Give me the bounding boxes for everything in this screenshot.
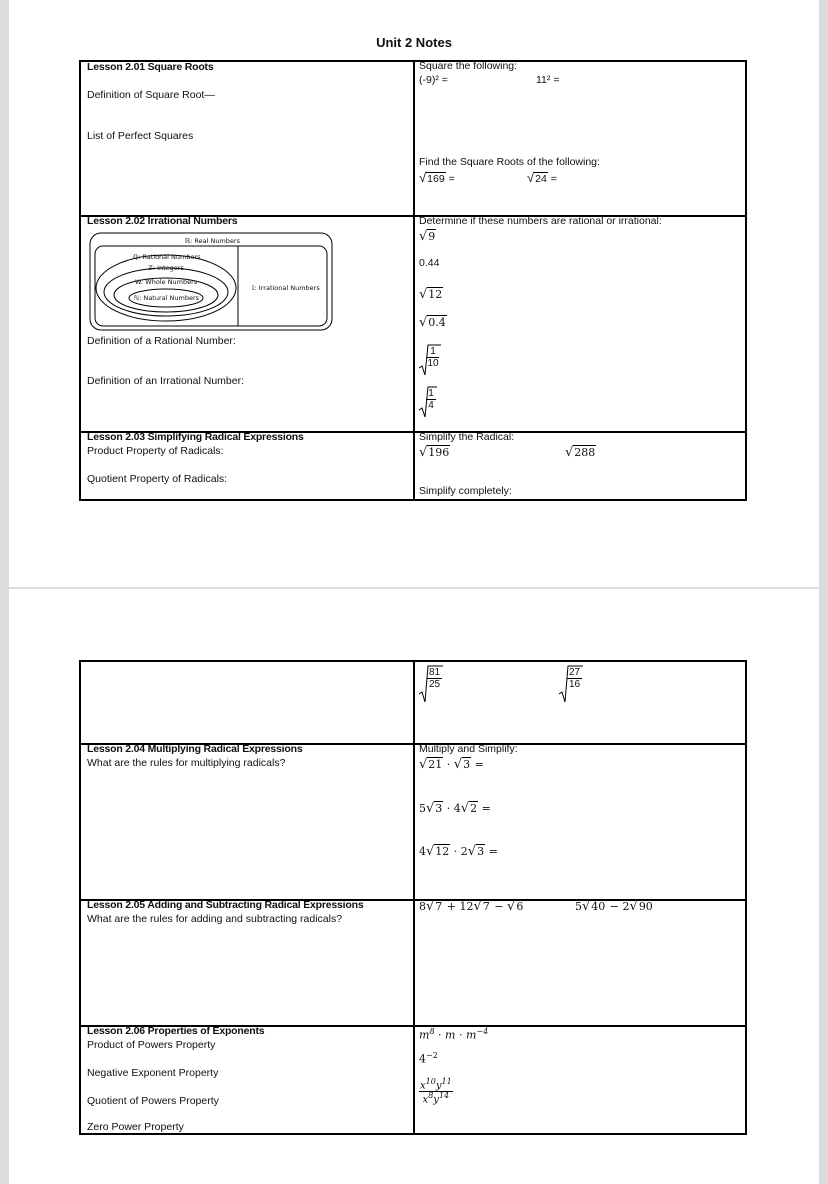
expression-middle: · m · m (434, 1028, 477, 1042)
integers-label: ℤ: Integers (148, 264, 184, 272)
simplify-fraction-2 (559, 665, 583, 703)
multiply-item-3: 4√12 · 2√3 = (419, 844, 498, 859)
exponent: 8 (429, 1027, 435, 1036)
operator: − (494, 900, 504, 913)
variable: x (422, 1094, 429, 1106)
radicand: 6 (516, 900, 524, 913)
negative-exponent-label: Negative Exponent Property (87, 1067, 219, 1079)
multiply-prompt: Multiply and Simplify: (419, 743, 518, 755)
denominator: 25 (428, 679, 441, 690)
numerator: 27 (568, 667, 581, 678)
number-item-1: √9 (419, 229, 436, 244)
column-divider (413, 60, 415, 501)
number-item-4: √0.4 (419, 315, 446, 330)
number-item-3: √12 (419, 287, 443, 302)
radicand: 3 (435, 802, 443, 815)
radicand: 7 (482, 900, 490, 913)
radicand: 3 (463, 758, 471, 771)
zero-power-label: Zero Power Property (87, 1121, 184, 1133)
square-item-1: (-9)² = (419, 74, 448, 86)
exponent: 11 (441, 1077, 452, 1086)
definition-irrational: Definition of an Irrational Number: (87, 375, 244, 387)
operator: − 2 (609, 900, 630, 913)
radicand: 24 (535, 173, 547, 185)
exponent: 10 (425, 1077, 436, 1086)
radicand: 288 (574, 446, 596, 459)
exponent: −2 (426, 1051, 438, 1060)
variable: x (420, 1080, 426, 1092)
lesson-2-05-heading: Lesson 2.05 Adding and Subtracting Radical Expressions (87, 899, 364, 911)
radicand: 196 (428, 446, 450, 459)
coefficient: 2 (460, 845, 468, 858)
add-subtract-item-2: 5√40 − 2√90 (575, 899, 653, 914)
simplify-fraction-1 (419, 665, 443, 703)
radicand: 7 (435, 900, 443, 913)
base: 4 (419, 1052, 426, 1066)
add-subtract-item-1: 8√7 + 12√7 − √6 (419, 899, 524, 914)
equals-sign: = (448, 173, 455, 185)
column-divider (413, 660, 415, 1135)
denominator: 4 (428, 400, 434, 411)
equals-sign: = (474, 758, 484, 771)
rational-numbers-label: ℚ: Rational Numbers (133, 253, 201, 261)
exponent-item-3 (419, 1078, 453, 1106)
whole-numbers-label: W: Whole Numbers (135, 278, 198, 286)
coefficient: 5 (419, 802, 426, 815)
exponent: 14 (438, 1091, 450, 1101)
exponent-item-2 (419, 1052, 438, 1066)
lesson-2-01-heading: Lesson 2.01 Square Roots (87, 61, 214, 73)
product-of-powers-label: Product of Powers Property (87, 1039, 216, 1051)
definition-rational: Definition of a Rational Number: (87, 335, 236, 347)
radicand: 0.4 (428, 316, 446, 329)
numerator: 1 (426, 388, 436, 400)
coefficient: 5 (575, 900, 582, 913)
coefficient: 8 (419, 900, 426, 913)
real-numbers-label: ℝ: Real Numbers (185, 237, 240, 245)
number-item-5 (419, 344, 441, 376)
radicand: 169 (427, 173, 445, 185)
exponent: 8 (428, 1091, 434, 1101)
rational-prompt: Determine if these numbers are rational or irrational: (419, 215, 662, 227)
multiply-rules-question: What are the rules for multiplying radicals? (87, 757, 286, 769)
natural-numbers-label: ℕ: Natural Numbers (134, 294, 199, 302)
simplify-item-1: √196 (419, 445, 450, 460)
equals-sign: = (550, 173, 557, 185)
roots-prompt: Find the Square Roots of the following: (419, 156, 600, 168)
denominator: 16 (568, 679, 581, 690)
page-title: Unit 2 Notes (376, 35, 452, 50)
lesson-2-06-heading: Lesson 2.06 Properties of Exponents (87, 1025, 265, 1037)
number-sets-diagram (89, 232, 334, 332)
denominator: 10 (427, 358, 439, 369)
radicand: 40 (591, 900, 606, 913)
radicand: 9 (428, 230, 436, 243)
quotient-property-label: Quotient Property of Radicals: (87, 473, 228, 485)
quotient-of-powers-label: Quotient of Powers Property (87, 1095, 219, 1107)
number-item-2: 0.44 (419, 257, 440, 269)
radicand: 90 (638, 900, 653, 913)
simplify-completely-label: Simplify completely: (419, 485, 512, 497)
coefficient: 4 (419, 845, 426, 858)
radicand: 3 (477, 845, 485, 858)
numerator: 1 (427, 346, 439, 358)
radicand: 12 (435, 845, 450, 858)
lesson-2-04-heading: Lesson 2.04 Multiplying Radical Expressions (87, 743, 303, 755)
root-item-2: √24 = (527, 170, 557, 185)
lesson-2-02-heading: Lesson 2.02 Irrational Numbers (87, 215, 238, 227)
base: m (419, 1028, 430, 1042)
product-property-label: Product Property of Radicals: (87, 445, 224, 457)
irrational-numbers-label: 𝕀: Irrational Numbers (252, 284, 320, 292)
equals-sign: = (488, 845, 498, 858)
square-prompt: Square the following: (419, 60, 518, 72)
exponent-item-1 (419, 1028, 488, 1042)
variable: y (435, 1080, 442, 1092)
add-subtract-rules-question: What are the rules for adding and subtracting radicals? (87, 913, 343, 925)
exponent: −4 (476, 1027, 489, 1036)
simplify-prompt: Simplify the Radical: (419, 431, 515, 443)
square-item-2: 11² = (536, 74, 560, 86)
root-item-1: √169 = (419, 170, 455, 185)
equals-sign: = (481, 802, 491, 815)
lesson-2-03-heading: Lesson 2.03 Simplifying Radical Expressions (87, 431, 304, 443)
multiply-item-2: 5√3 · 4√2 = (419, 801, 491, 816)
perfect-squares-label: List of Perfect Squares (87, 130, 194, 142)
radicand: 21 (428, 758, 443, 771)
radicand: 12 (428, 288, 443, 301)
multiply-item-1: √21 · √3 = (419, 757, 484, 772)
number-item-6 (419, 386, 437, 418)
coefficient: 4 (453, 802, 461, 815)
radicand: 2 (470, 802, 478, 815)
simplify-item-2: √288 (565, 445, 596, 460)
definition-square-root: Definition of Square Root— (87, 89, 215, 101)
numerator: 81 (428, 667, 441, 678)
variable: y (433, 1094, 439, 1106)
operator: + 12 (446, 900, 474, 913)
